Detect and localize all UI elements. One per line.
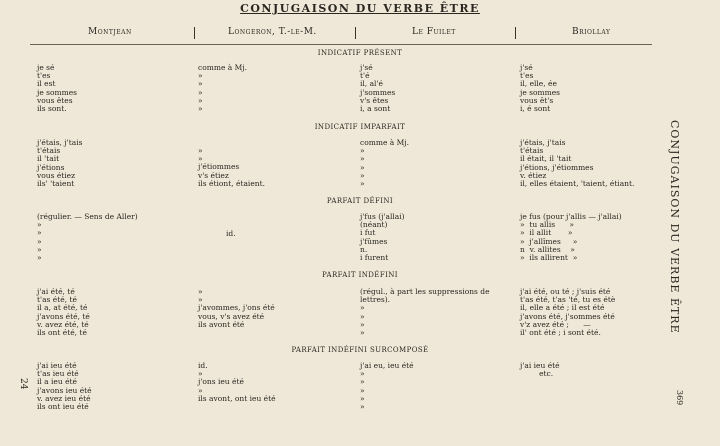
column-divider xyxy=(355,27,356,39)
page-number: 369 xyxy=(675,390,684,406)
section-title: INDICATIF PRÉSENT xyxy=(317,49,403,57)
section-title: PARFAIT INDÉFINI xyxy=(322,271,398,279)
running-head: CONJUGAISON DU VERBE ÊTRE xyxy=(668,120,681,334)
signature-number: 24 xyxy=(18,378,28,390)
table-cell: j'ai ieu été etc. xyxy=(520,361,560,379)
table-cell: je fus (pour j'allis — j'allai) » tu allis » » il allit » » j'allîmes » n v. allites » » ils allirent » xyxy=(520,212,622,263)
table-cell: j'fus (j'allai) (néant) i fut j'fûmes n. i furent xyxy=(360,212,405,263)
table-cell: id. xyxy=(226,229,236,238)
table-cell: id. » j'ons ieu été » ils avont, ont ieu été xyxy=(198,361,276,403)
header-rule xyxy=(30,44,652,45)
table-cell: » » j'étiommes v's étiez ils étiont, étaient. xyxy=(198,146,265,188)
header-le-fuilet: Le Fuilet xyxy=(412,27,456,37)
section-title: PARFAIT DÉFINI xyxy=(326,197,394,205)
header-montjean: Montjean xyxy=(88,27,132,37)
table-cell: comme à Mj. » » » » » xyxy=(198,63,248,114)
table-cell: j'étais, j'tais t'étais il 'tait j'étions vous étiez ils' 'taient xyxy=(37,138,83,189)
table-cell: j'sé t'es il, elle, ée je sommes vous êt's i, é sont xyxy=(520,63,561,114)
table-cell: comme à Mj. » » » » » xyxy=(360,138,410,189)
column-divider xyxy=(515,27,516,39)
table-cell: (régulier. — Sens de Aller) » » » » » xyxy=(37,212,138,263)
table-cell: j'ai ieu été t'as ieu été il a ieu été j'avons ieu été v. avez ieu été ils ont ieu été xyxy=(37,361,92,412)
header-briollay: Briollay xyxy=(572,27,611,37)
table-cell: » » j'avommes, j'ons été vous, v's avez été ils avont été xyxy=(198,287,275,329)
table-cell: j'ai été, ou té ; j'suis été t'as été, t'as 'té, tu es étè il, elle a été ; il est été j'avons été, j'sommes été v'z avez été ; — il' ont été ; i sont été. xyxy=(520,287,616,338)
table-cell: (régul., à part les suppressions de lettres). » » » » xyxy=(360,287,490,338)
table-cell: j'étais, j'tais t'étais il était, il 'tait j'étions, j'étiommes v. étiez il, elles étaient, 'taient, étiant. xyxy=(520,138,635,189)
table-cell: j'ai été, té t'as été, té il a, at été, té j'avons été, té v. avez été, té ils ont été, té xyxy=(37,287,90,338)
table-cell: j'sé t'é il, al'é j'sommes v's êtes i, a sont xyxy=(360,63,396,114)
section-title: PARFAIT INDÉFINI SURCOMPOSÉ xyxy=(291,346,429,354)
table-cell: je sé t'es il est je sommes vous êtes ils sont. xyxy=(37,63,78,114)
page-title: CONJUGAISON DU VERBE ÊTRE xyxy=(240,2,480,15)
header-longeron: Longeron, T.-le-M. xyxy=(228,27,317,37)
column-divider xyxy=(194,27,195,39)
section-title: INDICATIF IMPARFAIT xyxy=(314,123,406,131)
table-cell: j'ai eu, ieu été » » » » » xyxy=(360,361,414,412)
